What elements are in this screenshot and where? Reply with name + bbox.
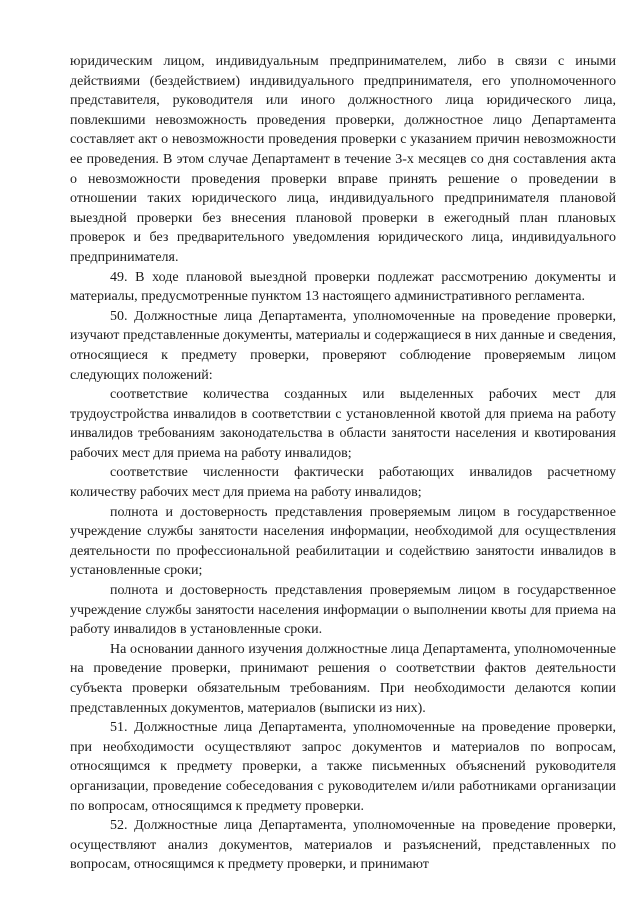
paragraph-52: 52. Должностные лица Департамента, уполномоченные на проведение проверки, осуществляют анализ документов, материалов и разъяснений, представленных по вопросам, относящимся к предмету проверки, и принимают (70, 818, 616, 873)
paragraph-50-item-4: полнота и достоверность представления проверяемым лицом в государственное учреждение службы занятости населения информации о выполнении квоты для приема на работу инвалидов в установленные сроки. (70, 583, 616, 638)
paragraph-50-item-2: соответствие численности фактически работающих инвалидов расчетному количеству рабочих мест для приема на работу инвалидов; (70, 465, 616, 501)
paragraph-49: 49. В ходе плановой выездной проверки подлежат рассмотрению документы и материалы, предусмотренные пунктом 13 настоящего административного регламента. (70, 269, 616, 305)
paragraph-continuation: юридическим лицом, индивидуальным предпринимателем, либо в связи с иными действиями (бездействием) индивидуального предпринимателя, его уполномоченного представителя, руководителя или иного должностного лица юридического лица, повлекшими невозможность проведения проверки, должностное лицо Департамента составляет акт о невозможности проведения проверки с указанием причин невозможности ее проведения. В этом случае Департамент в течение 3-х месяцев со дня составления акта о невозможности проведения проверки вправе принять решение о проведении в отношении таких юридического лица, индивидуального предпринимателя плановой выездной проверки без внесения плановой проверки в ежегодный план плановых проверок и без предварительного уведомления юридического лица, индивидуального предпринимателя. (70, 54, 616, 265)
paragraph-50-item-1: соответствие количества созданных или выделенных рабочих мест для трудоустройства инвалидов в соответствии с установленной квотой для приема на работу инвалидов требованиям законодательства в области занятости населения и квотирования рабочих мест для приема на работу инвалидов; (70, 387, 616, 461)
paragraph-50: 50. Должностные лица Департамента, уполномоченные на проведение проверки, изучают представленные документы, материалы и содержащиеся в них данные и сведения, относящиеся к предмету проверки, проверяют соблюдение проверяемым лицом следующих положений: (70, 308, 616, 383)
paragraph-50-item-3: полнота и достоверность представления проверяемым лицом в государственное учреждение службы занятости населения информации, необходимой для осуществления деятельности по профессиональной реабилитации и содействию занятости инвалидов в установленные сроки; (70, 504, 616, 579)
paragraph-51: 51. Должностные лица Департамента, уполномоченные на проведение проверки, при необходимости осуществляют запрос документов и материалов по вопросам, относящимся к предмету проверки, а также письменных объяснений руководителя организации, проведение собеседования с руководителем и/или работниками организации по вопросам, относящимся к предмету проверки. (70, 720, 616, 814)
paragraph-50-conclusion: На основании данного изучения должностные лица Департамента, уполномоченные на проведение проверки, принимают решения о соответствии фактов деятельности субъекта проверки обязательным требованиям. При необходимости делаются копии представленных документов, материалов (выписки из них). (70, 641, 616, 716)
document-page (70, 52, 616, 875)
